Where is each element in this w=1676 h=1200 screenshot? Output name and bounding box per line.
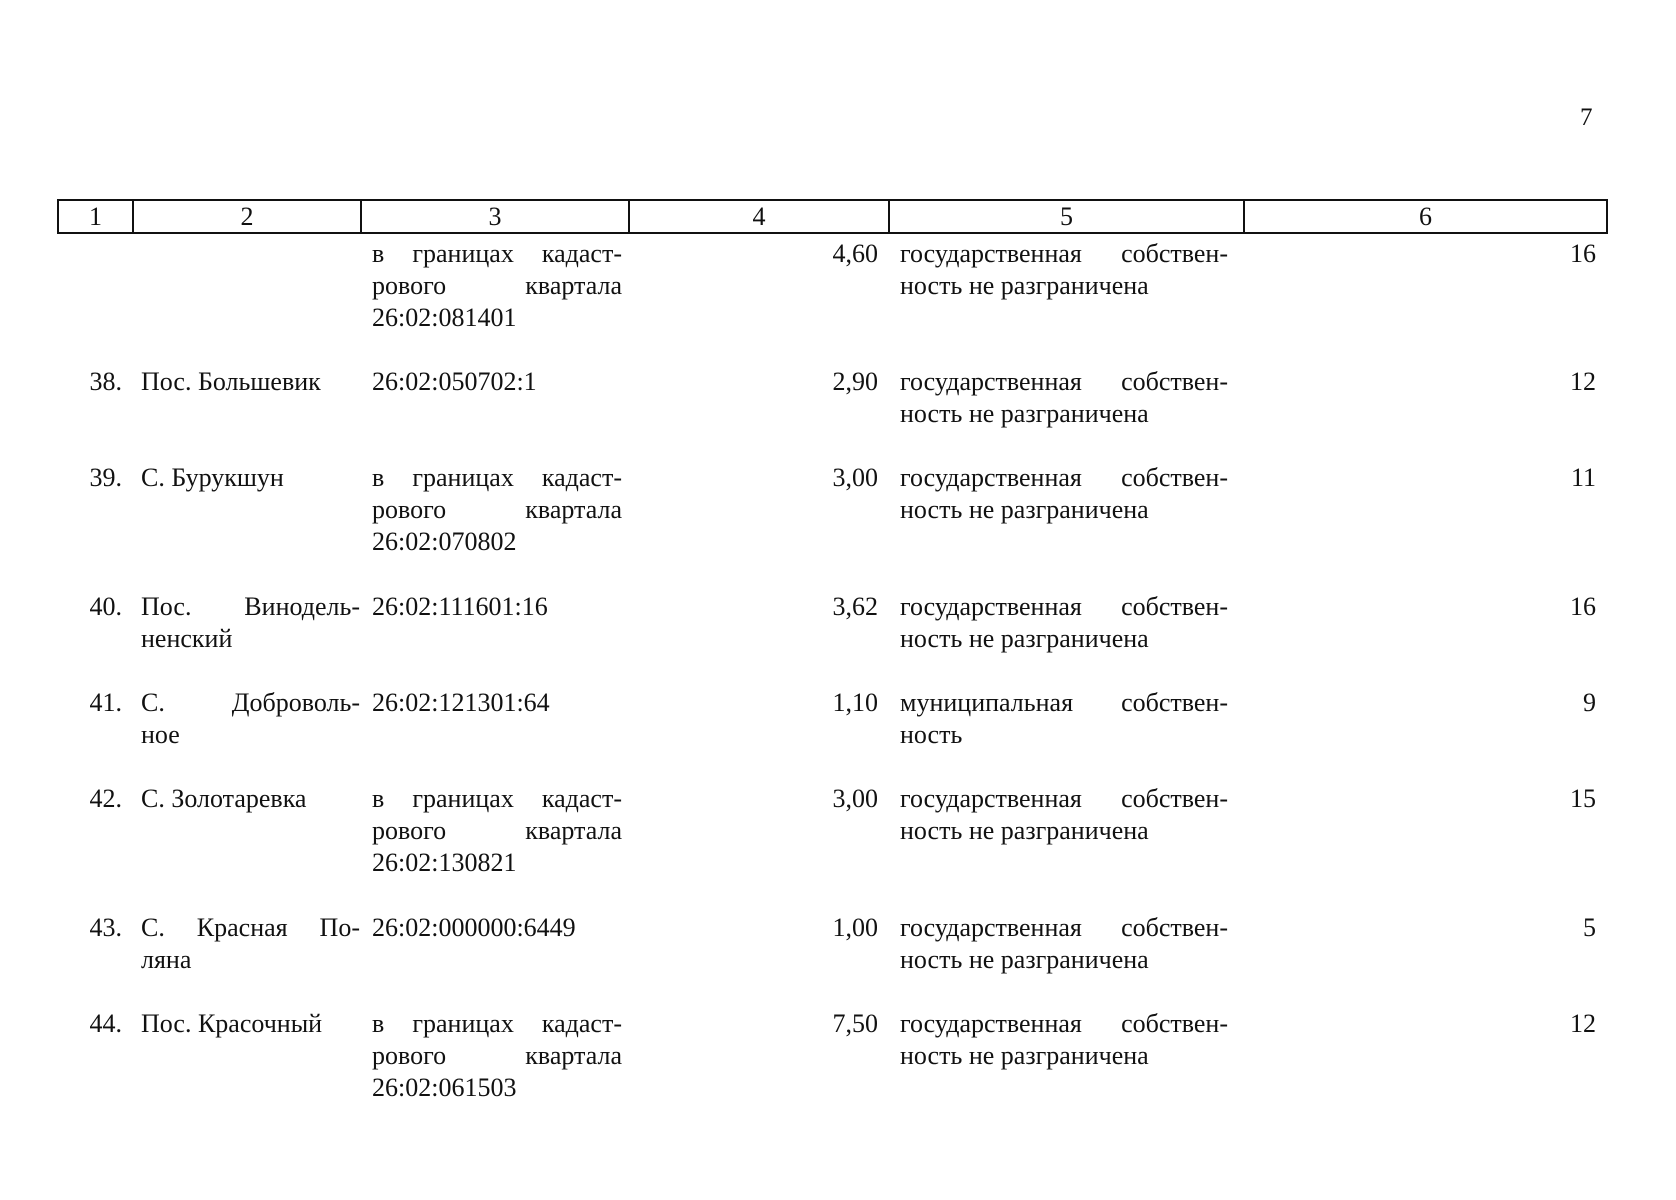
settlement-name xyxy=(132,238,360,334)
cadastral-number-line: 26:02:000000:6449 xyxy=(372,913,576,942)
table-row xyxy=(57,591,1606,655)
settlement-name xyxy=(132,783,360,879)
ownership-type xyxy=(888,783,1228,879)
count-value: 16 xyxy=(1570,592,1596,621)
cadastral-number xyxy=(360,462,628,558)
settlement-name xyxy=(132,687,360,751)
ownership-type-line: государственная собствен- xyxy=(900,239,1228,268)
cadastral-number xyxy=(360,687,628,751)
ownership-type-line: ность xyxy=(900,720,963,749)
settlement-name-line: С. Золотаревка xyxy=(141,784,307,813)
table-row xyxy=(57,1008,1606,1104)
cadastral-number-line: рового квартала xyxy=(372,271,622,300)
settlement-name-line: С. Красная По- xyxy=(141,913,360,942)
cadastral-number xyxy=(360,366,628,430)
cadastral-number-line: рового квартала xyxy=(372,1041,622,1070)
area-value: 3,62 xyxy=(832,592,878,621)
settlement-name xyxy=(132,1008,360,1104)
settlement-name xyxy=(132,462,360,558)
count-value: 12 xyxy=(1570,367,1596,396)
column-header-table xyxy=(57,199,1608,234)
header-col-3: 3 xyxy=(361,200,629,233)
ownership-type-line: муниципальная собствен- xyxy=(900,688,1228,717)
table-row xyxy=(57,783,1606,879)
ownership-type-line: ность не разграничена xyxy=(900,624,1149,653)
header-row xyxy=(58,200,1607,233)
row-number: 42. xyxy=(89,784,122,813)
settlement-name-line: Пос. Красочный xyxy=(141,1009,323,1038)
ownership-type-line: государственная собствен- xyxy=(900,367,1228,396)
cadastral-number xyxy=(360,783,628,879)
cadastral-number-line: рового квартала xyxy=(372,495,622,524)
cadastral-number xyxy=(360,912,628,976)
header-col-6: 6 xyxy=(1244,200,1607,233)
cadastral-number-line: 26:02:050702:1 xyxy=(372,367,537,396)
cadastral-number-line: 26:02:061503 xyxy=(372,1073,517,1102)
row-number: 39. xyxy=(89,463,122,492)
header-col-1: 1 xyxy=(58,200,133,233)
ownership-type xyxy=(888,591,1228,655)
header-col-4: 4 xyxy=(629,200,889,233)
ownership-type-line: государственная собствен- xyxy=(900,913,1228,942)
area-value: 3,00 xyxy=(832,463,878,492)
settlement-name-line: ное xyxy=(141,720,180,749)
table-row xyxy=(57,462,1606,558)
count-value: 5 xyxy=(1583,913,1596,942)
count-value: 9 xyxy=(1583,688,1596,717)
area-value: 1,10 xyxy=(832,688,878,717)
cadastral-number-line: в границах кадаст- xyxy=(372,1009,622,1038)
cadastral-number-line: 26:02:111601:16 xyxy=(372,592,548,621)
ownership-type-line: государственная собствен- xyxy=(900,1009,1228,1038)
count-value: 15 xyxy=(1570,784,1596,813)
settlement-name xyxy=(132,366,360,430)
ownership-type xyxy=(888,1008,1228,1104)
cadastral-number-line: 26:02:121301:64 xyxy=(372,688,550,717)
table-row xyxy=(57,366,1606,430)
row-number xyxy=(57,238,132,334)
cadastral-number-line: 26:02:081401 xyxy=(372,303,517,332)
count-value: 16 xyxy=(1570,239,1596,268)
area-value: 4,60 xyxy=(832,239,878,268)
count-value: 11 xyxy=(1570,463,1596,492)
table-row xyxy=(57,238,1606,334)
settlement-name-line: С. Бурукшун xyxy=(141,463,284,492)
ownership-type-line: ность не разграничена xyxy=(900,816,1149,845)
ownership-type xyxy=(888,687,1228,751)
header-col-2: 2 xyxy=(133,200,361,233)
area-value: 2,90 xyxy=(832,367,878,396)
cadastral-number-line: в границах кадаст- xyxy=(372,239,622,268)
ownership-type-line: ность не разграничена xyxy=(900,495,1149,524)
ownership-type-line: ность не разграничена xyxy=(900,945,1149,974)
ownership-type-line: государственная собствен- xyxy=(900,784,1228,813)
area-value: 1,00 xyxy=(832,913,878,942)
cadastral-number-line: 26:02:130821 xyxy=(372,848,517,877)
cadastral-number xyxy=(360,238,628,334)
table-row xyxy=(57,687,1606,751)
ownership-type xyxy=(888,912,1228,976)
cadastral-number-line: в границах кадаст- xyxy=(372,784,622,813)
row-number: 40. xyxy=(89,592,122,621)
ownership-type-line: ность не разграничена xyxy=(900,399,1149,428)
row-number: 38. xyxy=(89,367,122,396)
settlement-name xyxy=(132,912,360,976)
ownership-type-line: государственная собствен- xyxy=(900,463,1228,492)
cadastral-number-line: 26:02:070802 xyxy=(372,527,517,556)
ownership-type-line: ность не разграничена xyxy=(900,271,1149,300)
page-number: 7 xyxy=(1580,104,1593,131)
settlement-name-line: Пос. Большевик xyxy=(141,367,321,396)
settlement-name-line: С. Доброволь- xyxy=(141,688,360,717)
row-number: 44. xyxy=(89,1009,122,1038)
ownership-type-line: государственная собствен- xyxy=(900,592,1228,621)
ownership-type xyxy=(888,462,1228,558)
cadastral-number-line: рового квартала xyxy=(372,816,622,845)
ownership-type-line: ность не разграничена xyxy=(900,1041,1149,1070)
cadastral-number xyxy=(360,1008,628,1104)
settlement-name-line: ляна xyxy=(141,945,192,974)
row-number: 41. xyxy=(89,688,122,717)
table-row xyxy=(57,912,1606,976)
area-value: 3,00 xyxy=(832,784,878,813)
cadastral-number-line: в границах кадаст- xyxy=(372,463,622,492)
cadastral-number xyxy=(360,591,628,655)
count-value: 12 xyxy=(1570,1009,1596,1038)
ownership-type xyxy=(888,238,1228,334)
settlement-name-line: Пос. Винодель- xyxy=(141,592,360,621)
ownership-type xyxy=(888,366,1228,430)
header-col-5: 5 xyxy=(889,200,1244,233)
area-value: 7,50 xyxy=(832,1009,878,1038)
row-number: 43. xyxy=(89,913,122,942)
settlement-name-line: ненский xyxy=(141,624,233,653)
settlement-name xyxy=(132,591,360,655)
